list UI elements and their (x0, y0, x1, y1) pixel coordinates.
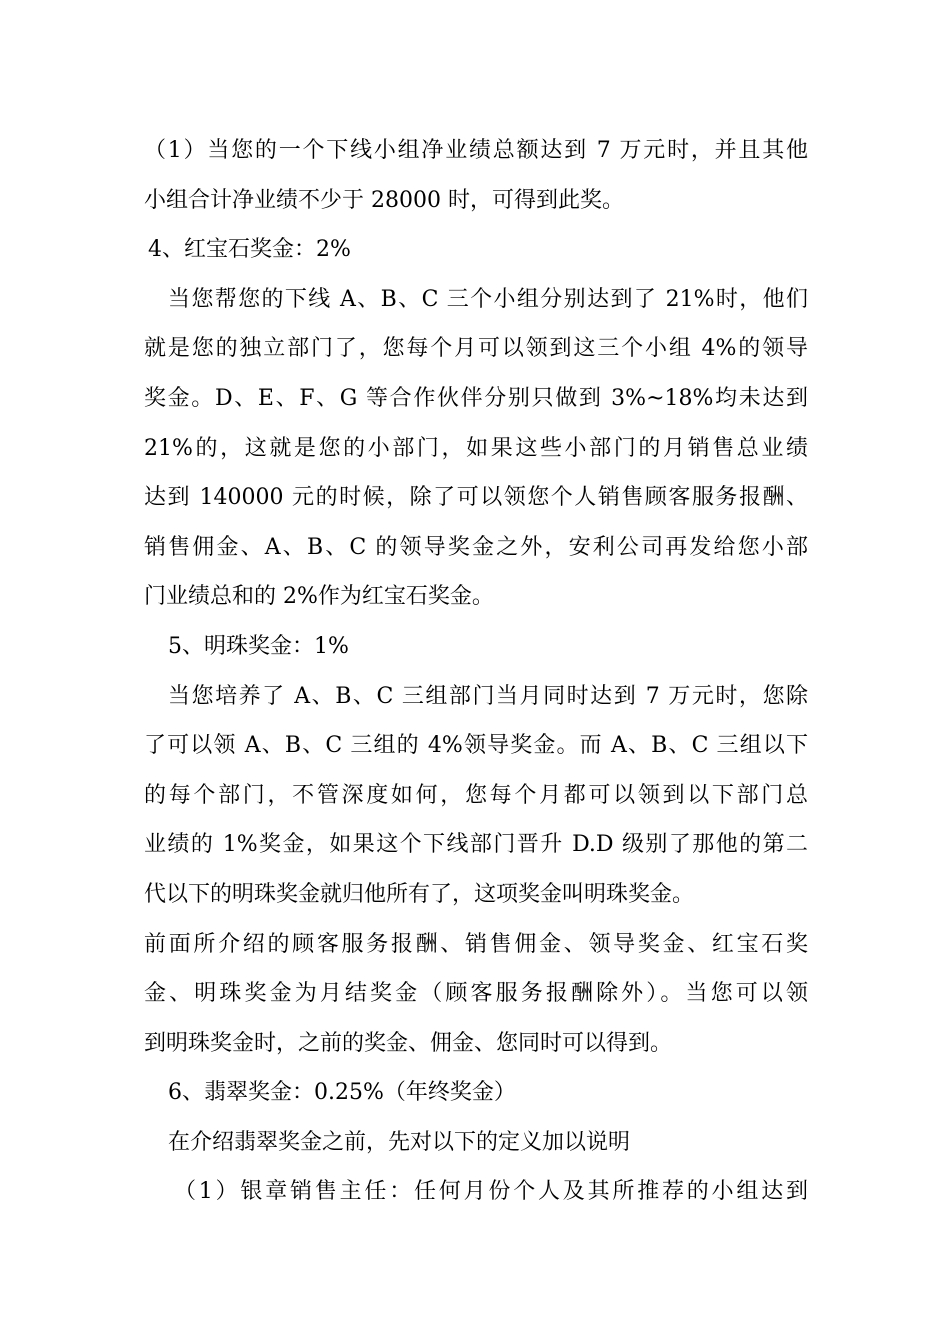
text-line: 代以下的明珠奖金就归他所有了，这项奖金叫明珠奖金。 (144, 881, 695, 907)
text-line: 21%的，这就是您的小部门，如果这些小部门的月销售总业绩 (144, 435, 808, 461)
text-line: 门业绩总和的 2%作为红宝石奖金。 (144, 584, 494, 610)
text-line: 达到 140000 元的时候，除了可以领您个人销售顾客服务报酬、 (144, 485, 808, 511)
text-line: （1）银章销售主任：任何月份个人及其所推荐的小组达到 (174, 1179, 808, 1205)
text-line: 小组合计净业绩不少于 28000 时，可得到此奖。 (144, 187, 624, 213)
text-line: 金、明珠奖金为月结奖金（顾客服务报酬除外）。当您可以领 (144, 981, 808, 1007)
section-heading: 5、明珠奖金：1% (168, 633, 349, 659)
text-line: 销售佣金、A、B、C 的领导奖金之外，安利公司再发给您小部 (144, 534, 808, 560)
text-line: 的每个部门，不管深度如何，您每个月都可以领到以下部门总 (144, 782, 808, 808)
text-line: 当您帮您的下线 A、B、C 三个小组分别达到了 21%时，他们 (168, 286, 808, 312)
text-line: （1）当您的一个下线小组净业绩总额达到 7 万元时，并且其他 (144, 138, 808, 163)
section-heading: 6、翡翠奖金：0.25%（年终奖金） (168, 1080, 516, 1106)
document-body (144, 126, 808, 1217)
text-line: 就是您的独立部门了，您每个月可以领到这三个小组 4%的领导 (144, 336, 808, 362)
text-line: 前面所介绍的顾客服务报酬、销售佣金、领导奖金、红宝石奖 (144, 931, 808, 957)
text-line: 在介绍翡翠奖金之前，先对以下的定义加以说明 (168, 1129, 631, 1155)
text-line: 了可以领 A、B、C 三组的 4%领导奖金。而 A、B、C 三组以下 (144, 733, 808, 759)
section-heading: 4、红宝石奖金：2% (148, 237, 351, 263)
text-line: 业绩的 1%奖金，如果这个下线部门晋升 D.D 级别了那他的第二 (144, 832, 808, 858)
text-line: 到明珠奖金时，之前的奖金、佣金、您同时可以得到。 (144, 1030, 673, 1056)
text-line: 奖金。D、E、F、G 等合作伙伴分别只做到 3%~18%均未达到 (144, 385, 808, 411)
text-line: 当您培养了 A、B、C 三组部门当月同时达到 7 万元时，您除 (168, 683, 808, 709)
